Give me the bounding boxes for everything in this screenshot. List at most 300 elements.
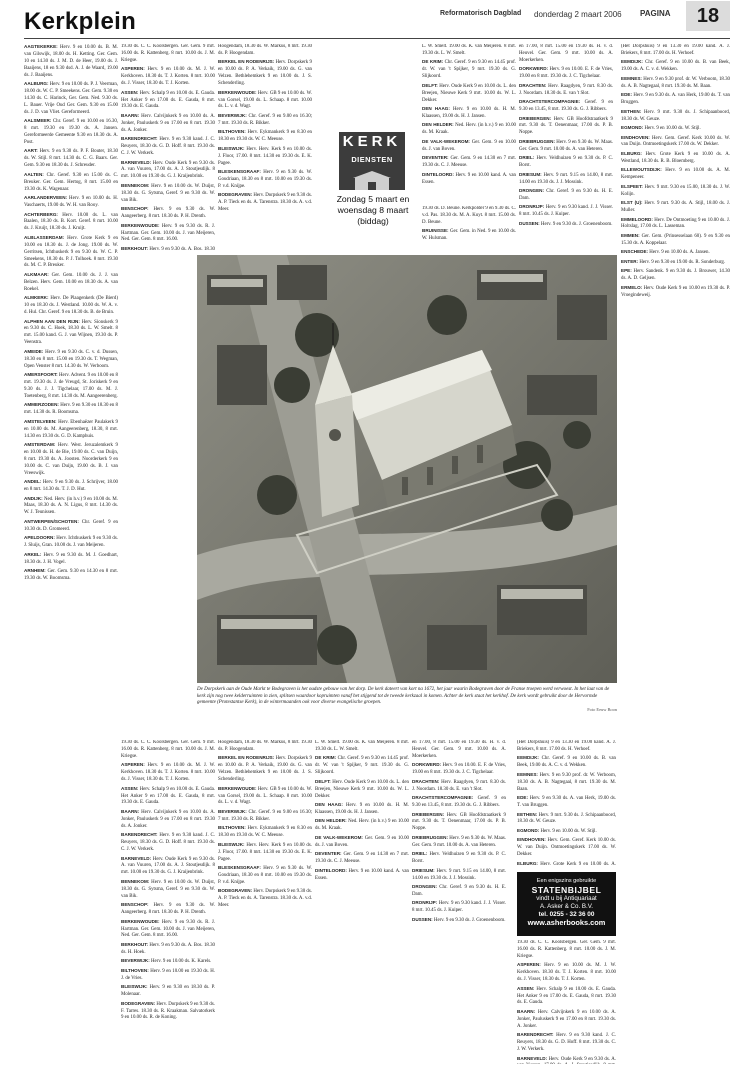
church-listing-entry xyxy=(621,167,730,182)
church-listing-entry xyxy=(218,113,312,128)
church-listing-entry xyxy=(218,44,312,58)
service-times: Herv. Oude Kerk 9 en 9.30 ds. A. xyxy=(548,1056,616,1062)
place-name: EEMDIJK: xyxy=(621,59,643,65)
church-listing-entry xyxy=(121,762,215,784)
church-listing-entry xyxy=(315,818,409,833)
service-times: Ger. Gem. (Prinsesselaan 60). 9 en 9.30 en 15.30 ds. A. Koppelaar. xyxy=(621,233,730,246)
service-times: Herv. 9 en 9.30 kand. J. C. Reuyers, 18.30 ds. G. D. Hoff. 8 mrt. 19.30 ds. C. J. W. Verkerk. xyxy=(517,1033,616,1053)
church-listing-entry xyxy=(121,66,215,88)
service-times: Herv. 9 en 9.30 en 19.00 ds. R. Sonderburg. xyxy=(639,259,726,265)
church-listing-entry xyxy=(121,223,215,245)
service-times: en 17.00, 8 mrt. 15.00 en 19.30 ds. H. v. d. Heuvel. Ger. Gem. 9 mrt. 10.00 ds. A. Moerkerken. xyxy=(412,740,506,759)
place-name: AMERSFOORT: xyxy=(24,372,58,378)
service-times: 19.30 ds. C. C. Koolsbergen. Ger. Gem. 9 mrt. 16.00 ds. R. Kattenberg. 8 mrt. 10.00 ds. J. M. Kriegse. xyxy=(517,940,616,959)
church-listing-entry xyxy=(121,832,215,854)
service-times: Herv. De Plaagenkerk (De Bierd) 10 en 18.30 ds. J. Westland. 10.00 ds. W. A. v. d. Hul. Chr. Geref. 9 en 18.30 ds. B. de Bruin. xyxy=(24,296,118,316)
service-times: Herv. 9 en 9.30 ds. J. Groenenboom. xyxy=(433,917,506,923)
service-times: Herv. 9 en 9.30 ds. R. J. Hartman. Ger. Gem. 10.00 ds. J. van Meijeren, Ned. Ger. Gem. 8 mrt. 16.00. xyxy=(121,223,215,243)
place-name: EDE: xyxy=(621,92,632,98)
church-listing-entry xyxy=(218,146,312,168)
church-listing-entry xyxy=(24,212,118,234)
church-aerial-photo xyxy=(197,255,617,683)
service-times: Herv. Veldhuizen 9 en 9.30 ds. P. C. Borst. xyxy=(519,156,613,169)
church-listing-entry xyxy=(121,136,215,158)
place-name: DRIEL: xyxy=(519,155,535,161)
advert-website[interactable]: www.asherbooks.com xyxy=(527,918,606,927)
place-name: ARKEL: xyxy=(24,551,42,557)
service-times: Herv. 9 mrt. 9.15 en 14.00, 8 mrt. 14.00 en 19.30 ds. J. J. Mossink. xyxy=(519,172,613,185)
service-times: Ned. Herv. (in h.v.) 9 en 10.00 ds. M. Kraak. xyxy=(315,819,409,832)
church-listing-entry xyxy=(621,268,730,283)
church-listing-entry xyxy=(517,1056,616,1064)
listing-column-5 xyxy=(422,44,516,204)
place-name: BARENDRECHT: xyxy=(121,136,158,142)
church-listing-entry xyxy=(121,879,215,901)
place-name: ASPEREN: xyxy=(517,962,541,968)
place-name: DE KRIM: xyxy=(422,59,444,65)
service-times: Herv. Oude Kerk 9 en 10.00 en 19.30 ds. P. Vroegindeweij. xyxy=(621,285,730,298)
header-rule xyxy=(24,38,730,39)
place-name: DRIESUM: xyxy=(412,867,435,873)
place-name: DRONRIJP: xyxy=(519,204,545,210)
church-listing-entry xyxy=(519,188,613,203)
place-name: ANDEL: xyxy=(24,479,42,485)
place-name: EETHEN: xyxy=(621,108,642,114)
listing-column-2 xyxy=(121,44,215,252)
service-times: Chr. Geref. 9 en 9.30 en 14.45 prof. dr. W. van 't Spijker, 9 mrt. 19.30 ds. G. Slijkoord. xyxy=(422,60,516,80)
church-listing-entry xyxy=(315,868,409,883)
service-times: Herv. Schalp 9 en 10.00 ds. E. Gauda. Het Anker 9 en 17.00 ds. E. Gauda, 8 mrt. 19.30 ds. E. Gauda. xyxy=(121,90,215,110)
church-listing-entry xyxy=(315,835,409,850)
church-listing-entry xyxy=(24,552,118,567)
place-name: DELFT: xyxy=(315,778,331,784)
service-times: Herv. Oude Kerk 9 en 10.00 ds. L. den Breejen, Nieuwe Kerk 9 mrt. 10.00 ds. W. L. Dekker. xyxy=(315,779,409,799)
place-name: DRACHTEN: xyxy=(412,778,440,784)
church-listing-entry xyxy=(24,372,118,401)
advert-line-3: vindt u bij Antiquariaat xyxy=(536,895,597,902)
place-name: EMMEN: xyxy=(621,232,640,238)
place-name: BARENDRECHT: xyxy=(121,832,158,838)
statenbijbel-advert xyxy=(517,872,616,936)
church-listing-entry xyxy=(24,419,118,441)
page-label: PAGINA xyxy=(640,9,671,18)
service-times: Herv. 9 en 10.00 ds. K. Karels. xyxy=(151,959,212,965)
church-listing-entry xyxy=(422,44,516,58)
service-times: Herv. 9 en 9.30 ds. A. van Herk, 19.00 ds. T. van Bruggen. xyxy=(517,796,616,809)
church-listing-entry xyxy=(422,228,516,243)
place-name: ANDIJK: xyxy=(24,495,43,501)
service-times: 19.30 ds. C. C. Koolsbergen. Ger. Gem. 9 mrt. 16.00 ds. R. Kattenberg. 8 mrt. 10.00 ds. J. M. Kriegse. xyxy=(121,740,215,759)
service-times: Herv. Herv. Kerk 9 en 10.00 ds. J. Floor, 17.00. 8 mrt. 14.30 en 19.30 ds. E. K. Pagee. xyxy=(218,146,312,166)
service-times: Herv. 9 en 9.30 ds. W. Goudriaan, 18.30 en 8 mrt. 10.00 en 19.30 ds. P. v.d. Knijpe. xyxy=(218,866,312,885)
church-listing-entry xyxy=(24,319,118,348)
service-times: Herv. 9 en 10.00 ds. H. M. Klaassen, 19.00 ds. H. J. Jansen. xyxy=(315,803,409,815)
listing-column-lower-3 xyxy=(315,740,409,1064)
service-times: Herv. 9 en 9.30 kand. J. C. Reuyers, 18.30 ds. G. D. Hoff. 8 mrt. 19.30 ds. C. J. W. Verkerk. xyxy=(121,137,215,157)
place-name: ANTWERPEN/SCHOTEN: xyxy=(24,518,79,524)
church-aerial-illustration xyxy=(197,255,617,683)
church-listing-entry xyxy=(422,122,516,137)
listing-column-4 xyxy=(422,206,516,252)
place-name: AALSMEER: xyxy=(24,118,52,124)
service-times: (Het Dorpshuis) 9 en 13.30 en 19.00 kand. A. J. Briekers, 8 mrt. 17.00 ds. H. Verhoef. xyxy=(621,44,730,56)
service-times: Herv. Eykmankerk 9 en 8.30 en 18.30 en 19.30 ds. W. C. Meeuse. xyxy=(218,130,312,143)
church-listing-entry xyxy=(412,740,506,761)
place-name: BENSCHOP: xyxy=(121,902,149,908)
service-times: Herv. 9 en 9.30 ds. R. J. Hartman. Ger. Gem. 10.00 ds. J. van Meijeren, Ned. Ger. Gem. 8 mrt. 16.00. xyxy=(121,919,215,939)
advert-phone: tel. 0255 - 32 36 00 xyxy=(538,911,595,918)
service-times: L. W. Smelt. 19.00 ds. K. van Meijeren. 8 mrt. 19.30 ds. L. W. Smelt. xyxy=(315,740,409,752)
place-name: DRIEBRUGGEN: xyxy=(519,138,555,144)
service-times: Chr. Geref. 9 en 10.00 ds. B. van Beek, 19.00 ds. A. C. v. d. Wekken. xyxy=(621,60,730,73)
place-name: ELLEWOUTSDIJK: xyxy=(621,167,662,173)
church-listing-entry xyxy=(315,740,409,754)
church-listing-entry xyxy=(24,402,118,417)
church-listing-entry xyxy=(24,148,118,170)
church-listing-entry xyxy=(24,118,118,147)
place-name: ASSEN: xyxy=(121,785,139,791)
service-times: Ger. Gem. 9 en 14.30 en 7 mrt. 19.30 ds. C. J. Meeuse. xyxy=(422,156,516,169)
service-times: Herv. 9 en 10.00 ds. M. J. W. Kerkhoven. 18.30 ds. T. J. Korten. 8 mrt. 10.00 ds. J. Visser, 18.30 ds. T. J. Korten. xyxy=(517,963,616,983)
place-name: DRONGEN: xyxy=(412,884,438,890)
service-times: Herv. 9 en 9.30 ds. M. J. Goedhart, 18.30 ds. J. H. Vogel. xyxy=(24,552,118,565)
church-listing-entry xyxy=(121,786,215,808)
listing-column-lower-2 xyxy=(218,740,312,1064)
place-name: ALPHEN AAN DEN RIJN: xyxy=(24,318,80,324)
church-listing-entry xyxy=(517,962,616,984)
listing-column-lower-4 xyxy=(412,740,506,1064)
church-listing-entry xyxy=(621,76,730,91)
church-listing-entry xyxy=(412,851,506,866)
service-times: Ger. Gem. 9.30 en 14.30 en 8 mrt. 19.30 ds. W. Boomsma. xyxy=(24,569,118,581)
service-times: Herv. 9 mrt. 9.15 en 14.00, 8 mrt. 14.00 en 19.30 ds. J. J. Mossink. xyxy=(412,868,506,881)
place-name: DE VALK-WEKEROM: xyxy=(315,834,363,840)
service-times: Herv. 9 en 10.00 ds. P. J. Veerman, 18.00 ds. W. C. P. Smeekens. Ger. Gem. 9.30 en 14.30 ds. C. Harinck, Ger. Gem. Ned. 9.30 ds. L. Bauer. Vrije Oud Ger. Gem. 9.30 en 15.00 ds. J. D. van Vliet. Gereformeerd. xyxy=(24,82,118,115)
advert-line-1: Een enigszins gebruikte xyxy=(536,878,597,884)
church-listing-entry xyxy=(519,221,613,229)
place-name: EINDHOVEN: xyxy=(621,134,650,140)
church-listing-entry xyxy=(621,59,730,74)
service-times: Herv. Gem. Geref. Kerk 10.00 ds. W. van Duijn. Ontmoetingskerk 17.00 ds. W. Dekker. xyxy=(517,838,616,858)
place-name: EINDHOVEN: xyxy=(517,837,546,843)
place-name: BODEGRAVEN: xyxy=(218,888,253,894)
service-times: Herv. 9 mrt. 9.30 ds. A. Stijl, 18.00 ds. J. Muller. xyxy=(621,201,730,214)
place-name: BAARN: xyxy=(121,808,140,814)
service-times: Herv. 9 en 10.00 kand. A. van Essen. xyxy=(422,172,516,185)
place-name: BRUINISSE: xyxy=(422,228,449,234)
church-listing-entry xyxy=(121,183,215,205)
place-name: BARNEVELD: xyxy=(517,1055,548,1061)
place-name: EEMDIJK: xyxy=(517,755,539,761)
church-listing-entry xyxy=(121,958,215,966)
service-times: Herv. 9 en 10.00 ds. M. J. W. Kerkhoven. 18.30 ds. T. J. Korten. 8 mrt. 10.00 ds. J. Visser, 18.30 ds. T. J. Korten. xyxy=(121,763,215,783)
church-listing-entry xyxy=(24,349,118,371)
church-listing-entry xyxy=(412,868,506,883)
service-times: Herv. 9 en 10.00. E. F. de Vries, 19.00 en 8 mrt. 19.30 ds. J. C. Tigchelaar. xyxy=(412,763,506,776)
place-name: BODEGRAVEN: xyxy=(218,192,253,198)
service-times: Herv. Schalp 9 en 10.00 ds. E. Gauda. Het Anker 9 en 17.00 ds. E. Gauda, 8 mrt. 19.30 ds. E. Gauda. xyxy=(121,786,215,806)
service-times: Herv. 10.00 ds. L. van Baalen, 18.30 ds. B. Kort. Geref. 8 mrt. 10.00 ds. J. Kruijt, 18.30 ds. J. Kruijt. xyxy=(24,212,118,232)
church-listing-entry xyxy=(621,200,730,215)
service-times: Chr. Geref. 9 en 9.30 ds. H. E. Dam. xyxy=(412,885,506,897)
advert-line-2: STATENBIJBEL xyxy=(531,885,602,895)
kerkdiensten-logo xyxy=(339,132,405,190)
service-times: Herv. 9 en 9.30 ds. P. F. Bouter, 18.30 ds. W. Stijl. 8 mrt. 14.30 ds. C. G. Baars. Ger. Gem. 9.30 en 18.30 ds. J. Schreuder. xyxy=(24,149,118,169)
listing-column-3 xyxy=(218,44,312,252)
place-name: BLEISWIJK: xyxy=(121,984,148,990)
advert-line-4: A. Asker & Co. B.V. xyxy=(539,903,594,910)
place-name: DE VALK-WEKEROM: xyxy=(422,138,470,144)
listing-column-lower-5 xyxy=(517,740,616,868)
service-times: Herv. 9 en 9.30 ds. A. van Herk, 19.00 ds. T. van Bruggen. xyxy=(621,93,730,106)
place-name: EGMOND: xyxy=(517,827,540,833)
place-name: DE KRIM: xyxy=(315,755,337,761)
place-name: AMSTELVEEN: xyxy=(24,418,57,424)
place-name: BODEGRAVEN: xyxy=(121,1000,156,1006)
service-times: Herv. 9 en 9.30 ds. W. Aangeerberg. 8 mrt. 18.30 ds. P. H. Drenth. xyxy=(121,903,215,916)
place-name: BENNEKOM: xyxy=(121,182,150,188)
place-name: ACHTERBERG: xyxy=(24,211,58,217)
service-times: Chr. Geref. 9 en 9.00 en 16.30; 7 mrt. 19.30 ds. R. Bikker. xyxy=(218,809,312,822)
church-listing-entry xyxy=(517,772,616,794)
place-name: BEVERWIJK: xyxy=(218,112,247,118)
church-listing-entry xyxy=(315,755,409,777)
service-times: (Het Dorpshuis) 9 en 13.30 en 19.00 kand. A. J. Briekers, 8 mrt. 17.00 ds. H. Verhoef. xyxy=(517,740,616,752)
service-times: Herv. Ichthuskerk 9 en 9.30 ds. J. Sluijs, Gran. 10.00 ds. J. van Meijeren. xyxy=(24,536,118,549)
place-name: DRACHTSTERCOMPAGNIE: xyxy=(519,99,581,105)
service-times: Chr. Geref. 9 en 10.30 ds. D. Gromeerd. xyxy=(24,519,118,532)
service-times: Herv. West. Jeruzalemkerk 9 en 10.00 ds. H. de Bie, 19.00 ds. C. van Duijn, 8 mrt. 19.30 ds. A. Joosten. Noorderkerk 9 en 10.00 ds. C. van Duijn, 19.00 ds. B. J. van Vreeswijk. xyxy=(24,443,118,476)
church-listing-entry xyxy=(218,786,312,808)
place-name: AMSTERDAM: xyxy=(24,442,56,448)
service-times: Herv. Sandenk. 9 en 9.30 ds. J. Brouwer, 14.30 ds. A. D. Geljsen. xyxy=(621,269,730,282)
place-name: AMEIDE: xyxy=(24,348,44,354)
place-name: BERKHOUT: xyxy=(121,245,149,251)
service-times: Herv. Oude Kerk 9 en 9.30 ds. A. van Vuuren, 17.00 ds. A. J. Stoutjesdijk. 8 mrt. 10.00 en 19.30 ds. G. J. Kraijenbrink. xyxy=(121,856,215,876)
place-name: DUSSEN: xyxy=(519,220,540,226)
place-name: ASPEREN: xyxy=(121,762,145,768)
service-times: Herv. Grote Kerk 9 en 10.00 ds. A. Westland, 18.30 ds. R. B. Bloemberg. xyxy=(621,151,730,164)
church-listing-entry xyxy=(422,155,516,170)
church-listing-entry xyxy=(218,192,312,214)
service-times: Herv. Dorpskerk 9 en 10.00 ds. P. A. Verkaik, 19.00 ds. G. van Velzen. Bethlehemkerk 9 en 10.00 ds. J. S. Schenderling. xyxy=(218,756,312,783)
church-listing-entry xyxy=(24,519,118,534)
church-listing-entry xyxy=(121,740,215,761)
church-listing-entry xyxy=(519,99,613,114)
service-times: Herv. 9 en 10.00 en 19.30 ds. H. J. de Vries. xyxy=(121,968,215,981)
subhead-line-3: (biddag) xyxy=(357,216,389,226)
church-listing-entry xyxy=(24,568,118,583)
service-times: Herv. Grote Kerk 9 en 10.00 ds. A. xyxy=(540,861,616,867)
place-name: ENSCHEDE: xyxy=(621,249,649,255)
church-listing-entry xyxy=(121,160,215,182)
church-listing-entry xyxy=(218,740,312,754)
church-listing-entry xyxy=(121,113,215,135)
place-name: AMMERZODEN: xyxy=(24,402,59,408)
church-listing-entry xyxy=(24,295,118,317)
service-times: Herv. 9 en 9.30 kand. J. C. Reuyers, 18.30 ds. G. D. Hoff. 8 mrt. 19.30 ds. C. J. W. Verkerk. xyxy=(121,833,215,853)
church-listing-entry xyxy=(412,835,506,850)
photo-caption xyxy=(197,687,617,713)
place-name: AART: xyxy=(24,148,38,154)
service-times: Ned. Herv. (in h.v.) 9 en 10.00 ds. M. Maas, 18.30 ds. A. N. Ligus, 8 mrt. 14.30 ds. W. J. Teunissen. xyxy=(24,496,118,516)
place-name: ELBURG: xyxy=(621,150,642,156)
place-name: ALMKERK: xyxy=(24,295,49,301)
service-times: Geref. 9 en 9.30 en 13.45, 8 mrt. 19.30 ds. G. J. Ribbers. xyxy=(519,100,613,113)
service-times: Herv. 9 en 9.30 en 18.30 en 8 mrt. 14.30 ds. R. Boomsma. xyxy=(24,403,118,416)
church-listing-entry xyxy=(422,206,516,227)
service-times: Herv. GB Hoofdstraatkerk 9 mrt. 9.30 ds. T. Oenenmaar, 17.00 ds. P. B. Noppe. xyxy=(519,116,613,136)
service-times: Herv. 9 en 9.30 ds. W. Aangeerberg. 8 mrt. 18.30 ds. P. H. Drenth. xyxy=(121,207,215,220)
service-times: Herv. Calvijnkerk 9 en 10.00 ds. A. Jonker, Pauluskerk 9 en 17.00 en 8 mrt. 19.30 ds. A. Jonker. xyxy=(517,1009,616,1029)
place-name: BILTHOVEN: xyxy=(218,129,246,135)
place-name: BEVERWIJK: xyxy=(218,808,247,814)
place-name: ASSEN: xyxy=(121,89,139,95)
place-name: BAARN: xyxy=(121,112,140,118)
place-name: DRIEBRUGGEN: xyxy=(412,834,448,840)
service-times: Herv. 9 en 9.30 ds. J. Schrijver, 18.00 en 8 mrt. 14.30 ds. T. J. D. Hut. xyxy=(24,480,118,493)
place-name: DRIEBERGEN: xyxy=(412,811,445,817)
church-listing-entry xyxy=(422,139,516,154)
church-listing-entry xyxy=(24,44,118,80)
place-name: DUSSEN: xyxy=(412,916,433,922)
church-listing-entry xyxy=(121,246,215,252)
service-times: Ger. Gem. 9 en 14.30 en 7 mrt. 19.30 ds. C. J. Meeuse. xyxy=(315,852,409,865)
church-listing-entry xyxy=(315,779,409,801)
church-listing-entry xyxy=(218,169,312,191)
church-listing-entry xyxy=(121,902,215,917)
church-listing-entry xyxy=(621,249,730,257)
place-name: DRIEBERGEN: xyxy=(519,115,552,121)
church-listing-entry xyxy=(24,535,118,550)
church-listing-entry xyxy=(519,172,613,187)
church-listing-entry xyxy=(121,206,215,221)
service-times: 19.30 ds. C. C. Koolsbergen. Ger. Gem. 9 mrt. 16.00 ds. R. Kattenberg. 8 mrt. 10.00 ds. J. M. Kriegse. xyxy=(121,44,215,63)
place-name: ELBURG: xyxy=(517,860,538,866)
church-listing-entry xyxy=(412,779,506,794)
service-times: Herv. Raagdyen, 9 mrt. 8.30 ds. J. Noordam. 18.30 ds. E. van 't Slot. xyxy=(412,779,506,792)
church-listing-entry xyxy=(412,900,506,915)
section-title: Kerkplein xyxy=(24,8,137,35)
church-listing-entry xyxy=(218,842,312,864)
service-times: Herv. 9 mrt. 9.30 en 15.00, 18.30 ds. J. W. Kolijn. xyxy=(621,184,730,197)
page-number: 18 xyxy=(686,1,730,31)
issue-date: donderdag 2 maart 2006 xyxy=(534,10,622,19)
service-times: Herv. De Ontmoeting 9 en 10.00 ds. J. Holtslag, 17.00 ds. L. Lasseman. xyxy=(621,217,730,230)
church-listing-entry xyxy=(517,828,616,836)
place-name: BERKENWOUDE: xyxy=(218,89,257,95)
church-listing-entry xyxy=(121,44,215,65)
service-times: Herv. Sionskerk 9 en 9.30 ds. C. Hoek, 18.30 ds. L. W. Smelt. 8 mrt. 15.00 kand. G. J. van Wijnen, 19.30 ds. P. Veenstra. xyxy=(24,319,118,346)
service-times: Geref. 9 en 9.30 en 13.45, 8 mrt. 19.30 ds. G. J. Ribbers. xyxy=(412,796,506,809)
place-name: BAARN: xyxy=(517,1008,536,1014)
church-listing-entry xyxy=(218,755,312,784)
service-times: Herv. Herv. Kerk 9 en 10.00 ds. J. Floor, 17.00. 8 mrt. 14.30 en 19.30 ds. E. K. Pagee. xyxy=(218,842,312,862)
service-times: Chr. Geref. 9.30 en 15.00 ds. C. Breuker. Ger. Gem. Hertog, 8 mrt. 15.00 en 19.30 ds. K. Wagenaar. xyxy=(24,172,118,192)
church-listing-entry xyxy=(517,1009,616,1031)
place-name: DORKWERD: xyxy=(412,762,442,768)
service-times: Herv. Calvijnkerk 9 en 10.00 ds. A. Jonker, Pauluskerk 9 en 17.00 en 8 mrt. 19.30 ds. A. Jonker. xyxy=(121,113,215,133)
service-times: Herv. Advent. 9 en 10.00 en 8 mrt. 19.30 ds. J. de Vreugd, St. Joriskerk 9 en 9.30 ds. J. J. Tigchelaar, 17.00 ds. M. J. Toetenberg, 8 mrt. 14.30 ds. M. Aangeerenberg. xyxy=(24,373,118,399)
service-times: Herv. Raagdyen, 9 mrt. 8.30 ds. J. Noordam. 18.30 ds. E. van 't Slot. xyxy=(519,83,613,96)
church-listing-entry xyxy=(218,90,312,112)
church-listing-entry xyxy=(517,1032,616,1054)
place-name: AAGTEKERKE: xyxy=(24,44,58,49)
church-listing-entry xyxy=(24,172,118,194)
church-listing-entry xyxy=(121,984,215,999)
church-listing-entry xyxy=(621,259,730,267)
church-listing-entry xyxy=(621,184,730,199)
place-name: BLESKENSGRAAF: xyxy=(218,865,261,871)
church-listing-entry xyxy=(517,740,616,754)
service-times: Herv. 9 en 9.30 ds. A. Bos. 18.30 ds. H. Hoek. xyxy=(121,942,215,955)
place-name: EPE: xyxy=(621,268,632,274)
service-times: Herv. Gem. Geref. Kerk 10.00 ds. W. van Duijn. Ontmoetingskerk 17.00 ds. W. Dekker. xyxy=(621,135,730,148)
service-times: 19.30 ds. D. Beune. Kerkpolder 9 en 9.30 ds. C. v.d. Pas. 18.30 ds. M. A. Kuyt. 8 mrt. 15.00 ds. D. Beune. xyxy=(422,206,516,225)
listing-column-1 xyxy=(24,44,118,1064)
place-name: DRIEL: xyxy=(412,851,428,857)
subhead-line-2: woensdag 8 maart xyxy=(337,205,409,215)
church-listing-entry xyxy=(121,968,215,983)
service-times: Herv. 9 en 10.00. E. F. de Vries, 19.00 en 8 mrt. 19.30 ds. J. C. Tigchelaar. xyxy=(519,67,613,80)
service-times: Ger. Gem. 9 en 10.00 ds. J. van Boven. xyxy=(315,835,409,848)
church-listing-entry xyxy=(621,135,730,150)
service-dates-heading xyxy=(327,194,419,227)
caption-text: De Dorpskerk aan de Oude Markt te Bodegraven is het oudste gebouw van het dorp. De kerk dateert van kort na 1672, het jaar waarin Bodegraven door de Franse troepen werd verwoest. In het laat van de kerk zijn nog twee kelderruimten in zien, splitsen waardoor kopruimten vanaf het stijgend tot de tweede kerkzaal in komen. Achter de kerk staat het kerkhof. De kerk wordt gebruikt door de Hervormde gemeente (Protestantse Kerk), in de wintermaanden ook voor diverse evangelische groepen. xyxy=(197,687,610,706)
church-listing-entry xyxy=(121,1001,215,1023)
service-times: Herv. 9 en 10.00 ds. W. Duijst, 18.30 ds. G. Sytsma, Geref. 9 en 9.30 ds. W. van Bik. xyxy=(121,183,215,203)
service-times: Herv. 9 en 9.30 ds. W. Maas. Ger. Gem. 9 mrt. 10.00 ds. A. van Heteren. xyxy=(519,139,613,152)
place-name: ERMELO: xyxy=(621,284,643,290)
place-name: ALKMAAR: xyxy=(24,271,49,277)
photo-credit: Foto Eeuw Boon xyxy=(587,706,617,712)
place-name: DRONRIJP: xyxy=(412,900,438,906)
church-listing-entry xyxy=(519,139,613,154)
logo-word-diensten: DIENSTEN xyxy=(351,155,393,164)
service-times: Herv. Calvijnkerk 9 en 10.00 ds. A. Jonker, Pauluskerk 9 en 17.00 en 8 mrt. 19.30 ds. A. Jonker. xyxy=(121,809,215,829)
place-name: ARNHEM: xyxy=(24,568,46,574)
place-name: BERKEL EN RODENRIJS: xyxy=(218,755,275,761)
service-times: Herv. 9 en 9.30 ds. W. Goudriaan, 18.30 en 8 mrt. 10.00 en 19.30 ds. P. v.d. Knijpe. xyxy=(218,170,312,189)
place-name: BLEISWIJK: xyxy=(218,841,245,847)
church-listing-entry xyxy=(422,106,516,121)
church-listing-entry xyxy=(519,83,613,98)
church-listing-entry xyxy=(422,83,516,105)
church-listing-entry xyxy=(24,442,118,478)
service-times: Herv. Eykmankerk 9 en 8.30 en 18.30 en 19.30 ds. W. C. Meeuse. xyxy=(218,826,312,839)
place-name: BERKHOUT: xyxy=(121,941,149,947)
service-times: Herv. Dorpskerk 9 en 10.00 ds. P. A. Verkaik, 19.00 ds. G. van Velzen. Bethlehemkerk 9 en 10.00 ds. J. S. Schenderling. xyxy=(218,60,312,87)
service-times: Herv. 9 en 9.30 ds. A. Bos. 18.30 xyxy=(149,246,215,252)
place-name: BARNEVELD: xyxy=(121,159,152,165)
place-name: DINTELOORD: xyxy=(315,867,347,873)
church-listing-entry xyxy=(121,809,215,831)
church-listing-entry xyxy=(218,825,312,840)
service-times: Herv. Schalp 9 en 10.00 ds. E. Gauda. Het Anker 9 en 17.00 ds. E. Gauda, 8 mrt. 19.30 ds. E. Gauda. xyxy=(517,986,616,1006)
place-name: BILTHOVEN: xyxy=(218,825,246,831)
church-listing-entry xyxy=(24,272,118,294)
church-listing-entry xyxy=(412,917,506,925)
service-times: Herv. 9 mrt. 9.30 ds. J. Schipaanboord, 18.30 ds. W. Geuze. xyxy=(517,812,616,825)
place-name: ENTER: xyxy=(621,258,639,264)
service-times: Herv. 9 en 10.00 kand. A. van Essen. xyxy=(315,868,409,881)
church-listing-entry xyxy=(218,129,312,144)
service-times: Herv. 9 mrt. 9.30 ds. J. Schipaanboord, 18.30 ds. W. Geuze. xyxy=(621,109,730,122)
church-listing-entry xyxy=(517,812,616,827)
church-listing-entry xyxy=(24,235,118,271)
place-name: DEN HAAG: xyxy=(422,106,450,112)
service-times: Ger. Gem. in Ned. 9 en 10.00 ds. W. Hulsman. xyxy=(422,229,516,242)
